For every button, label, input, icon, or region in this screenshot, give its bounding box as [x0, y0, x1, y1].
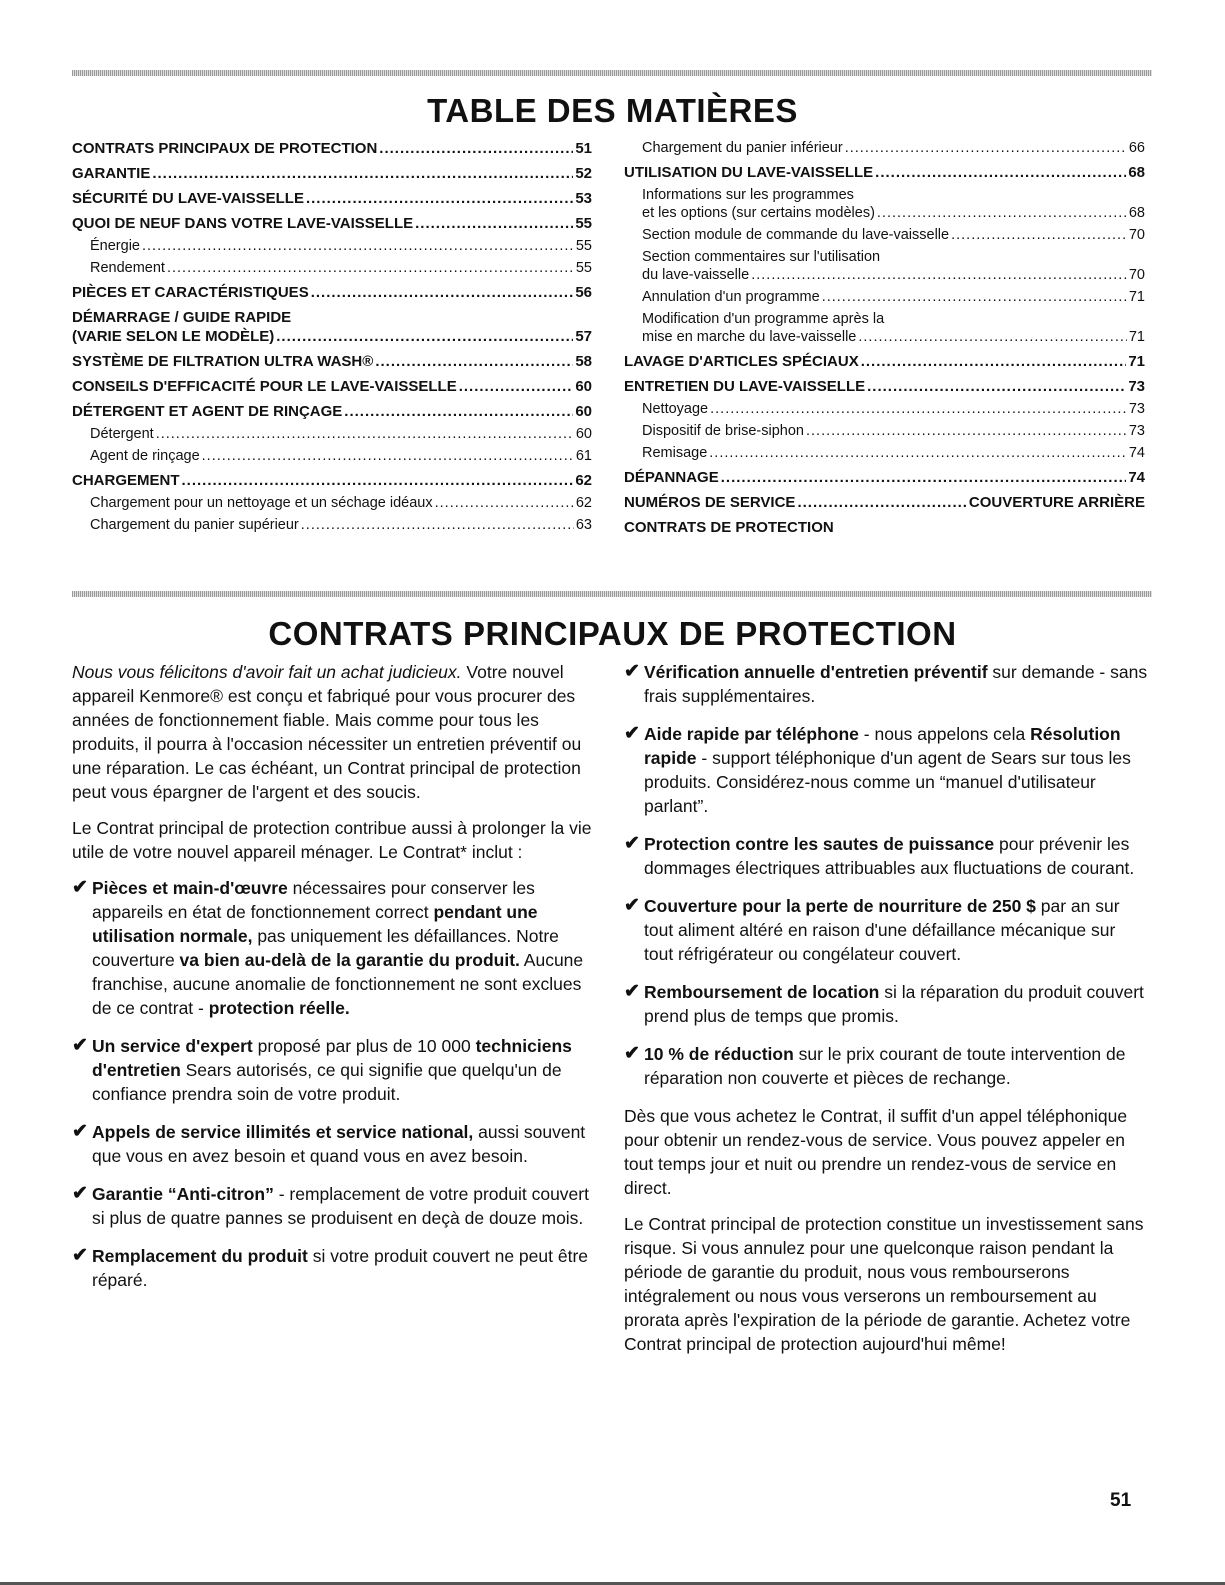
- toc-label: SYSTÈME DE FILTRATION ULTRA WASH®: [72, 353, 374, 370]
- toc-entry[interactable]: [624, 378, 1145, 395]
- toc-page: 55: [575, 215, 592, 232]
- toc-page: 55: [575, 260, 592, 276]
- benefit-item: [72, 1182, 592, 1230]
- toc-label: Informations sur les programmes: [642, 187, 854, 203]
- refund-paragraph: Le Contrat principal de protection constitue un investissement sans risque. Si vous annulez pour une quelconque raison pendant la période de garantie du produit, nous vous rembourserons intégralement ou nous vous verserons un remboursement au prorata après l'expiration de la période de garantie. Achetez votre Contrat principal de protection aujourd'hui même!: [624, 1214, 1144, 1354]
- benefit-text: - nous appelons cela: [858, 724, 1031, 744]
- benefit-item: [624, 894, 1149, 966]
- toc-label: DÉPANNAGE: [624, 469, 719, 486]
- toc-page: 66: [1128, 140, 1145, 156]
- toc-entry[interactable]: [72, 215, 592, 232]
- toc-page: 57: [575, 328, 592, 345]
- check-icon: ✔: [72, 1035, 88, 1056]
- check-icon: ✔: [72, 1121, 88, 1142]
- toc-page: 71: [1128, 329, 1145, 345]
- toc-entry[interactable]: [72, 309, 592, 345]
- toc-page: 73: [1128, 378, 1145, 395]
- toc-label: Chargement du panier supérieur: [90, 517, 299, 533]
- toc-label: GARANTIE: [72, 165, 151, 182]
- toc-page: 71: [1128, 353, 1145, 370]
- benefit-text: Aucune franchise, aucune anomalie de fonctionnement ne sont exclues de ce contrat -: [92, 950, 584, 1018]
- benefit-item: [624, 1042, 1149, 1090]
- body-left-column: [72, 660, 592, 1306]
- toc-subentry[interactable]: [624, 311, 1145, 345]
- toc-page: 56: [575, 284, 592, 301]
- toc-label: du lave-vaisselle: [642, 267, 750, 283]
- toc-label: SÉCURITÉ DU LAVE-VAISSELLE: [72, 190, 304, 207]
- check-icon: ✔: [72, 1183, 88, 1204]
- toc-page: 71: [1128, 289, 1145, 305]
- toc-subentry[interactable]: [72, 495, 592, 511]
- benefit-text: si la réparation du produit couvert prend plus de temps que promis.: [644, 982, 1144, 1026]
- toc-page: 61: [575, 448, 592, 464]
- toc-label: QUOI DE NEUF DANS VOTRE LAVE-VAISSELLE: [72, 215, 414, 232]
- benefit-text: - support téléphonique d'un agent de Sears sur tous les produits. Considérez-nous comme un “manuel d'utilisateur parlant”.: [644, 748, 1131, 816]
- toc-page: 70: [1128, 227, 1145, 243]
- toc-page: 53: [575, 190, 592, 207]
- toc-label: Annulation d'un programme: [642, 289, 820, 305]
- toc-label: CONSEILS D'EFFICACITÉ POUR LE LAVE-VAISSELLE: [72, 378, 457, 395]
- benefit-text: aussi souvent que vous en avez besoin et quand vous en avez besoin.: [92, 1122, 586, 1166]
- toc-label: LAVAGE D'ARTICLES SPÉCIAUX: [624, 353, 859, 370]
- toc-entry[interactable]: [624, 494, 1145, 511]
- benefit-heading: Appels de service illimités et service national,: [92, 1122, 474, 1142]
- toc-page: COUVERTURE ARRIÈRE: [968, 494, 1145, 511]
- benefit-heading: Protection contre les sautes de puissance: [644, 834, 995, 854]
- check-icon: ✔: [624, 895, 640, 916]
- benefit-heading: Couverture pour la perte de nourriture de 250 $: [644, 896, 1036, 916]
- toc-page: 62: [575, 495, 592, 511]
- toc-page: 60: [575, 426, 592, 442]
- benefit-item: [624, 722, 1149, 818]
- service-paragraph: Dès que vous achetez le Contrat, il suffit d'un appel téléphonique pour obtenir un rendez-vous de service. Vous pouvez appeler en tout temps jour et nuit ou prendre un rendez-vous de service en direct.: [624, 1106, 1128, 1198]
- toc-entry[interactable]: [624, 469, 1145, 486]
- toc-subentry[interactable]: [624, 249, 1145, 283]
- benefit-item: [624, 660, 1149, 708]
- check-icon: ✔: [624, 723, 640, 744]
- toc-label: CONTRATS DE PROTECTION: [624, 519, 834, 536]
- check-icon: ✔: [624, 833, 640, 854]
- check-icon: ✔: [72, 877, 88, 898]
- benefit-text: pour prévenir les dommages électriques attribuables aux fluctuations de courant.: [644, 834, 1135, 878]
- toc-label: Agent de rinçage: [90, 448, 200, 464]
- toc-entry[interactable]: [72, 165, 592, 182]
- toc-label: Remisage: [642, 445, 708, 461]
- benefit-emphasis: protection réelle.: [208, 998, 350, 1018]
- intro-paragraph: [72, 660, 592, 804]
- toc-label: ENTRETIEN DU LAVE-VAISSELLE: [624, 378, 866, 395]
- toc-entry[interactable]: [72, 140, 592, 157]
- toc-page: 74: [1128, 469, 1145, 486]
- toc-label: Dispositif de brise-siphon: [642, 423, 804, 439]
- benefit-emphasis: Résolution rapide: [644, 724, 1121, 768]
- toc-subentry[interactable]: [72, 238, 592, 254]
- toc-subentry[interactable]: [72, 260, 592, 276]
- benefit-emphasis: va bien au-delà de la garantie du produit.: [179, 950, 520, 970]
- toc-label: NUMÉROS DE SERVICE: [624, 494, 796, 511]
- toc-entry[interactable]: [72, 190, 592, 207]
- intro-italic: Nous vous félicitons d'avoir fait un achat judicieux.: [72, 662, 462, 682]
- section-title: CONTRATS PRINCIPAUX DE PROTECTION: [268, 615, 957, 652]
- toc-title: TABLE DES MATIÈRES: [427, 92, 798, 129]
- benefit-heading: Vérification annuelle d'entretien préventif: [644, 662, 988, 682]
- toc-page: 73: [1128, 401, 1145, 417]
- toc-subentry[interactable]: [624, 401, 1145, 417]
- benefit-item: [624, 832, 1149, 880]
- toc-entry[interactable]: [624, 519, 1145, 536]
- toc-entry[interactable]: [72, 284, 592, 301]
- benefit-text: - remplacement de votre produit couvert si plus de quatre pannes se produisent en deçà de douze mois.: [92, 1184, 589, 1228]
- contract-paragraph: Le Contrat principal de protection contribue aussi à prolonger la vie utile de votre nouvel appareil ménager. Le Contrat* inclut :: [72, 818, 592, 862]
- check-icon: ✔: [624, 1043, 640, 1064]
- check-icon: ✔: [624, 661, 640, 682]
- toc-page: 51: [575, 140, 592, 157]
- benefit-heading: Un service d'expert: [92, 1036, 253, 1056]
- toc-label: PIÈCES ET CARACTÉRISTIQUES: [72, 284, 309, 301]
- toc-subentry[interactable]: [624, 187, 1145, 221]
- benefit-heading: Aide rapide par téléphone: [644, 724, 859, 744]
- toc-page: 74: [1128, 445, 1145, 461]
- toc-page: 68: [1128, 205, 1145, 221]
- benefit-heading: Pièces et main-d'œuvre: [92, 878, 288, 898]
- toc-entry[interactable]: [72, 403, 592, 420]
- section-rule: [72, 591, 1152, 597]
- benefit-emphasis: techniciens d'entretien: [92, 1036, 572, 1080]
- toc-label: et les options (sur certains modèles): [642, 205, 875, 221]
- toc-label: Modification d'un programme après la: [642, 311, 885, 327]
- benefit-text: sur demande - sans frais supplémentaires.: [644, 662, 1148, 706]
- toc-subentry[interactable]: [624, 289, 1145, 305]
- toc-right-column: [624, 140, 1145, 536]
- toc-subentry[interactable]: [72, 426, 592, 442]
- toc-label: mise en marche du lave-vaisselle: [642, 329, 857, 345]
- benefit-item: [72, 1120, 592, 1168]
- toc-subentry[interactable]: [624, 423, 1145, 439]
- toc-page: 52: [575, 165, 592, 182]
- benefit-item: [72, 1244, 592, 1292]
- toc-label: Section commentaires sur l'utilisation: [642, 249, 881, 265]
- check-icon: ✔: [72, 1245, 88, 1266]
- benefit-heading: 10 % de réduction: [644, 1044, 794, 1064]
- toc-label: Nettoyage: [642, 401, 709, 417]
- benefit-heading: Remplacement du produit: [92, 1246, 308, 1266]
- toc-label: UTILISATION DU LAVE-VAISSELLE: [624, 164, 874, 181]
- toc-page: 70: [1128, 267, 1145, 283]
- toc-page: 63: [575, 517, 592, 533]
- toc-entry[interactable]: [624, 164, 1145, 181]
- benefit-text: sur le prix courant de toute intervention de réparation non couverte et pièces de rechange.: [644, 1044, 1126, 1088]
- toc-label: Énergie: [90, 238, 140, 254]
- toc-page: 55: [575, 238, 592, 254]
- page-number: 51: [1110, 1490, 1132, 1511]
- benefit-emphasis: pendant une utilisation normale,: [92, 902, 538, 946]
- toc-subentry[interactable]: [624, 445, 1145, 461]
- toc-entry[interactable]: [72, 353, 592, 370]
- benefit-heading: Remboursement de location: [644, 982, 880, 1002]
- benefit-item: [72, 876, 592, 1020]
- benefit-item: [72, 1034, 592, 1106]
- toc-label: CONTRATS PRINCIPAUX DE PROTECTION: [72, 140, 378, 157]
- benefit-text: nécessaires pour conserver les appareils en état de fonctionnement correct: [92, 878, 535, 922]
- toc-subentry[interactable]: [72, 517, 592, 533]
- toc-label: Rendement: [90, 260, 165, 276]
- toc-page: 68: [1128, 164, 1145, 181]
- intro-text: Votre nouvel appareil Kenmore® est conçu et fabriqué pour vous procurer des années de fonctionnement fiable. Mais comme pour tous les produits, il pourra à l'occasion nécessiter un entretien préventif ou une réparation. Le cas échéant, un Contrat principal de protection peut vous épargner de l'argent et des soucis.: [72, 662, 582, 802]
- toc-entry[interactable]: [72, 378, 592, 395]
- toc-label: Détergent: [90, 426, 154, 442]
- toc-page: 60: [575, 403, 592, 420]
- toc-label: DÉMARRAGE / GUIDE RAPIDE: [72, 309, 292, 326]
- toc-page: 62: [575, 472, 592, 489]
- toc-subentry[interactable]: [624, 227, 1145, 243]
- toc-label: Chargement pour un nettoyage et un séchage idéaux: [90, 495, 433, 511]
- toc-entry[interactable]: [624, 353, 1145, 370]
- toc-page: 58: [575, 353, 592, 370]
- toc-label: Chargement du panier inférieur: [642, 140, 843, 156]
- toc-left-column: [72, 140, 592, 533]
- toc-entry[interactable]: [72, 472, 592, 489]
- toc-label: CHARGEMENT: [72, 472, 180, 489]
- top-rule: [72, 70, 1152, 76]
- benefit-text: par an sur tout aliment altéré en raison d'une défaillance mécanique sur tout réfrigérateur ou congélateur couvert.: [644, 896, 1120, 964]
- check-icon: ✔: [624, 981, 640, 1002]
- toc-page: 73: [1128, 423, 1145, 439]
- toc-page: 60: [575, 378, 592, 395]
- toc-subentry[interactable]: [624, 140, 1145, 156]
- benefit-text: si votre produit couvert ne peut être réparé.: [92, 1246, 589, 1290]
- benefit-item: [624, 980, 1149, 1028]
- benefit-text: Sears autorisés, ce qui signifie que quelqu'un de confiance prendra soin de votre produit.: [92, 1060, 562, 1104]
- body-right-column: [624, 660, 1149, 1368]
- toc-label: Section module de commande du lave-vaisselle: [642, 227, 950, 243]
- benefit-text: proposé par plus de 10 000: [252, 1036, 476, 1056]
- toc-label: (VARIE SELON LE MODÈLE): [72, 328, 275, 345]
- benefit-text: pas uniquement les défaillances. Notre couverture: [92, 926, 559, 970]
- toc-subentry[interactable]: [72, 448, 592, 464]
- toc-label: DÉTERGENT ET AGENT DE RINÇAGE: [72, 403, 343, 420]
- benefit-heading: Garantie “Anti-citron”: [92, 1184, 274, 1204]
